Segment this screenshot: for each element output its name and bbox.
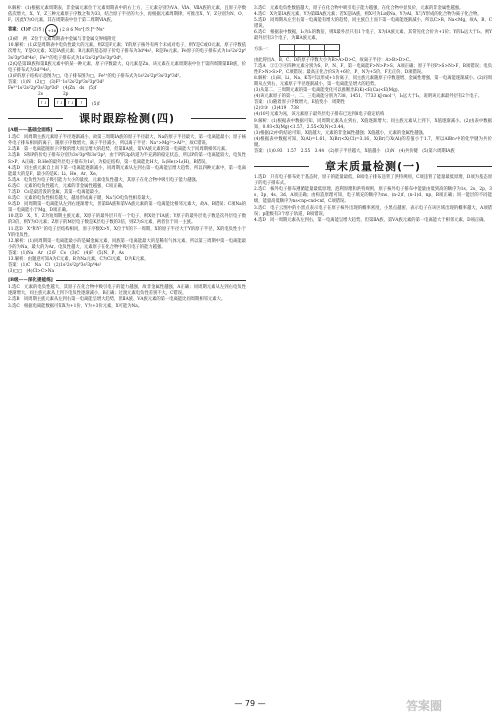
list-item: 1.选C 同周期主族元素原子半径逐渐减小，故第三周期ⅠA族的原子半径最大，Na的原子半径最大，第一电离能最小；原子核外电子排布相同的离子，随原子序数增大，离子半径减小，所以离子半径：Na⁺>Mg²⁺>Al³⁺，故C错误。 xyxy=(8,135,246,147)
divider xyxy=(254,166,309,167)
list-item: 11.选D X⁺和Y²⁻的电子层结构相同，原子序数X>Y，X位于Y的下一周期，X的原子半径大于Y的原子半径，X的电负性小于Y的电负性。 xyxy=(8,226,246,238)
answer-paragraph: 9.解析：(1)根据元素周期表，非金属元素位于元素周期表中的右上方，三元素分别为ⅤA、ⅥA、ⅦA族的元素，且原子序数依次增大，X、Y、Z三种元素原子序数之和为33，结合原子半径的大小，再根据元素周期律，可推出X、Y、Z分别为N、O、F，因此Y为O元素，其在周期表中位于第二周期ⅥA族。 xyxy=(8,6,246,24)
answer-line: (2)①③ (3)419 738 xyxy=(254,106,299,112)
list-item: 3.选C 电子云图中的小黑点表示电子在原子核外出现的概率密度，小黑点越密，表示电子在该区域出现的概率越大，A项错误；p能级有3个原子轨道，B项错误。 xyxy=(254,205,492,217)
list-item: 10.选D X、Y、Z为短周期主族元素，X原子的最外层只有一个电子，则X处于ⅠA族；Y原子的最外层电子数是次外层电子数的3倍，则Y为O元素；Z原子的M层电子数是K层电子数的3倍，则Z为S元素，两者位于同一主族。 xyxy=(8,214,246,226)
orbital-box: ↑↓ xyxy=(38,98,49,107)
table-cell xyxy=(280,50,295,56)
list-item: 9.解析：(1)根据表中数据可知，同周期元素从左到右，X值逐渐增大；同主族元素从上到下，X值逐渐减小。(2)由表中数据知，0.93<X(Mg)<1.57，2.55<X(N)<3.44。 xyxy=(254,118,492,130)
list-item: 5.选D 同周期从左至右第一电离能有增大的趋势，同主族自上而下第一电离能逐渐减小，所以C>B，Na<Mg，故A、B、C错误。 xyxy=(254,18,492,30)
subsection-heading xyxy=(8,127,246,133)
divider xyxy=(8,118,63,119)
table-cell xyxy=(325,50,340,56)
answer-line: (3)□□ (4)Cl>C>Na xyxy=(8,269,55,275)
divider xyxy=(56,280,246,281)
list-item: 3.选C 元素电负性数值越大，原子在化合物中吸引电子能力越强，在化合物中显负价，元素的非金属性越强。 xyxy=(254,6,464,11)
answer-line: 答案：(1)0.93 1.57 2.55 3.44 (2)原子半径越大，X值越小 (3)N (4)共价键 (5)第六周期ⅠA族 xyxy=(254,148,455,154)
list-item: 3.选B S和P的价电子排布分别为3s²3p⁴和3s²3p³，由于P的3p轨道为半充满的稳定状态，所以P的第一电离能较大，电负性S>P，A正确；B.He的最外层电子排布为1s²，为稳定结构，第一电离能比H大，I₁(He)>I₁(H)，B错误。 xyxy=(8,153,246,165)
answer-line: Fe³⁺1s²2s²2p⁶3s²3p⁶3d⁵ (4)Zn ds (5)f xyxy=(8,86,97,92)
orbital-box: ↑ xyxy=(76,98,87,107)
table-label: 方法一： xyxy=(254,47,272,53)
left-column xyxy=(8,6,246,310)
table-cell xyxy=(310,50,325,56)
list-item: 12.解析：(1)同周期第一电离能最小的是碱金属元素，同族第一电离能最大的是稀有气体元素，所以第三周期中第一电离能最小的为Na，最大的为Ar。电负性越大，元素原子在化合物中吸引电子的能力越强。 xyxy=(8,238,246,250)
answer-paragraph: (3)F的原子结构示意图为□，电子排布图为□，Fe³⁺的电子排布式为1s²2s²2p⁶3s²3p⁶3d⁵。 xyxy=(8,73,184,79)
list-item: (3)根据(2)中的结论可知，X值越大，元素的非金属性越强；X值越小，元素的金属性越强。 xyxy=(254,130,427,136)
list-item: 4.选D 同主族元素自上而下第一电离能逐渐减小，同周期元素从左到右第一电离能呈增大趋势，所以四种元素中，第一电离能最大的是F，最小的是K；Li、He、Ar、Xe。 xyxy=(8,165,246,177)
list-item: 1.选C 元素的电负性越大，其原子在化合物中吸引电子的能力越强，故非金属性越强，A正确；同周期元素从左到右电负性逐渐增大，同主族元素从上到下电负性逐渐减小，B正确；过渡元素电负性差别不大，C错误。 xyxy=(8,285,246,297)
divider xyxy=(56,130,246,131)
watermark-logo: 答案圈 xyxy=(406,699,443,713)
right-column xyxy=(254,6,492,224)
answer-paragraph: (2)Q是第ⅠB族和第Ⅱ族元素中的某一种元素，原子序数最大，Q元素是Zn，该元素在元素周期表中位于第四周期第ⅡB族，价电子排布式为3d¹⁰4s²。 xyxy=(8,61,246,73)
sulfur-atom-diagram: ( +16 ) 2 8 6 xyxy=(43,24,73,37)
nucleus-circle: +16 xyxy=(45,24,58,37)
list-item: 1.选D 只有电子排布处于基态时，原子的能量最低，B项电子排布违背了洪特规则，C项违背了能量最低原理，D项为基态原子的电子排布式。 xyxy=(254,175,492,187)
list-item: (3)从第二、三周期元素的第一电离能变化可以推断出E(K)<E(Ca)<E(Mg)。 xyxy=(254,88,402,94)
table-cell xyxy=(295,50,310,56)
divider xyxy=(191,118,246,119)
answer-line: 答案：(1)随着原子序数增大，E值变小 周期性 xyxy=(254,100,345,106)
list-item: (4)根据表中数据可知，X(Al)=1.61，X(Br)<X(Cl)=3.16，X(Br)与X(Al)的差值小于1.7，所以AlBr₃中的化学键为共价键。 xyxy=(254,136,492,148)
list-item: 2.选C 核外电子排布遵循能量最低原理、泡利原理和洪特规则，原子核外电子排布中能量由低到高的顺序为1s、2s、2p、3s、3p、4s、3d，A项正确；由构造原理可知，电子填充的顺序为ns、(n-2)f、(n-1)d、np，B项正确；同一能层的不同能级，能量高低顺序为ns<np<nd<nf，C项错误。 xyxy=(254,187,492,205)
answer-line: 答案：(1)C Na Cl (2)1s²2s²2p⁶3s²3p⁶4s¹ xyxy=(8,263,102,269)
list-item: 答案：(1)Na Ar (2)F Cs (3)C (4)F (5)N、P、As xyxy=(8,250,124,256)
periodic-sketch xyxy=(254,43,492,58)
subsection-heading xyxy=(8,277,246,283)
a-items-list xyxy=(8,135,246,263)
list-item: 9.选D 同周期第一电离能从左到右逐渐增大，但第ⅡA族和第ⅤA族元素的第一电离能比相邻元素大，故A、B错误；C项Na的第一电离能小于Mg，D项正确。 xyxy=(8,202,246,214)
list-item: 5.选A 电负性为电子吸引能力大小的量度，元素电负性越大，其原子在化合物中吸引电子能力越强。 xyxy=(8,177,200,183)
subsection-label: [B级——深化提能练] xyxy=(8,278,53,284)
section-title: 章末质量检测(一) xyxy=(324,160,422,174)
list-item: 6.选C 根据表中数据，I₂为I₁的数倍，则X最外层只有1个电子，X为ⅠA族元素，其常见化合价为+1价；Y的I₄远大于I₃，则Y最外层有3个电子，为ⅢA族元素。 xyxy=(254,30,492,42)
answer-paragraph: 10.解析：(1)Z是周期表中电负性最大的元素，则Z是F元素；Y的原子核外有两个未成对电子，则Y是C或O元素，原子序数依次增大，Y是O元素；X是ⅠA族元素；R元素的基态原子价电子排布为3d⁶4s²，R是Fe元素。Fe原子的电子排布式为1s²2s²2p⁶3s²3p⁶3d⁶4s²，Fe²⁺的电子排布式为1s²2s²2p⁶3s²3p⁶3d⁶。 xyxy=(8,43,246,61)
orbital-tail: (5)f xyxy=(92,102,100,108)
list-item: 13.解析：由题意可知A为C元素，B为Na元素，C为Cl元素，D为K元素。 xyxy=(8,257,149,262)
list-item: 6.选C 元素的电负性越大，元素的非金属性越强，C项正确。 xyxy=(8,183,127,189)
answer-text: Na⁺[:S:]²⁻Na⁺ xyxy=(74,27,105,33)
list-item: 4.选D 同一周期元素从左到右，第一电离能呈增大趋势，但第ⅡA族、第ⅤA族元素的第一电离能大于相邻元素，D项正确。 xyxy=(254,217,488,223)
section-title: 课时跟踪检测(四) xyxy=(78,112,176,126)
orbital-box: ↑↓ xyxy=(54,98,65,107)
section-header xyxy=(254,158,492,173)
page-number: — 79 — xyxy=(234,699,266,708)
answer-line: 答案：(1)N (2)□ (3)F²⁻1s²2s²2p⁶3s²3p⁶3d⁵ xyxy=(8,79,105,85)
answer-line: (4)10号元素为氖，该元素原子最外层电子排布已达到8电子稳定结构 xyxy=(254,112,385,118)
list-item: 4.选C X为第ⅠA族元素，Y为第ⅢA族元素；若X是ⅠA族，则X可为Li或Na，Y为Al，X与Y形成的化合物为离子化合物。 xyxy=(254,12,482,18)
orbital-label-2p: 2p xyxy=(62,92,69,98)
answer-paragraph: (3)碎 两 Z位于元素周期表中金属与非金属交界线附近 xyxy=(8,37,116,43)
list-item: 2.选B 第一电离能随原子序数的增大而呈增大的趋势，但第ⅡA族、第ⅤA族元素的第一电离能大于同周期相邻元素。 xyxy=(8,147,230,153)
list-item: 3.选C 根据电离能数据可知X为+1价、Y为+3价元素，X可能为Na。 xyxy=(8,303,143,309)
orbital-label-2s: 2s xyxy=(38,92,43,98)
list-item: 8.选C 元素的电负性相差越大，越易形成离子键，Na与O电负性相差最大。 xyxy=(8,196,155,202)
position-table xyxy=(279,44,340,57)
list-item: 8.解析：(1)H、Li、Na、K等可以形成+1价离子，同主族元素随原子序数递增，金属性增强，第一电离能逐渐减小。(2)同周期从左到右，元素原子半径逐渐减小，第一电离能呈增大的趋势。 xyxy=(254,75,492,87)
list-item: 7.选A ①②③④四种元素分别为S、P、N、F，第一电离能F>N>P>S，A项正确；原子半径P>S>N>F，B项错误；电负性F>N>S>P，C项错误；最高正化合价S为+6价，P、N为+5价，F无正价，D项错误。 xyxy=(254,63,492,75)
b-items-list xyxy=(8,285,246,309)
answer-text: (2)S xyxy=(32,27,42,33)
answer-paragraph: 由此得出A、B、C、D的原子序数大小为B>A>D>C，故离子半径：A>B>D>C。 xyxy=(254,57,414,63)
orbital-box: ↑↓ xyxy=(65,98,76,107)
list-item: (4)该元素原子的第一、二、三电离能分别为738、1451、7733 kJ·mol⁻¹，I₃远大于I₂，说明该元素最外层有2个电子。 xyxy=(254,94,483,100)
list-item: 7.选D Cs是最活泼的金属，其第一电离能最小。 xyxy=(8,189,103,195)
electron-shells: 2 8 6 xyxy=(62,27,74,33)
subsection-label: [A级——基础全面练] xyxy=(8,128,53,134)
answer-label: 答案：(1)F xyxy=(8,27,31,33)
answer-line xyxy=(8,24,246,37)
section-header xyxy=(8,110,246,125)
orbital-diagram xyxy=(38,92,246,107)
divider xyxy=(437,166,492,167)
list-item: 2.选B 同周期主族元素从左到右第一电离能呈增大趋势，但ⅡA族、ⅤA族元素的第一电离能比同周期相邻元素大。 xyxy=(8,297,226,303)
